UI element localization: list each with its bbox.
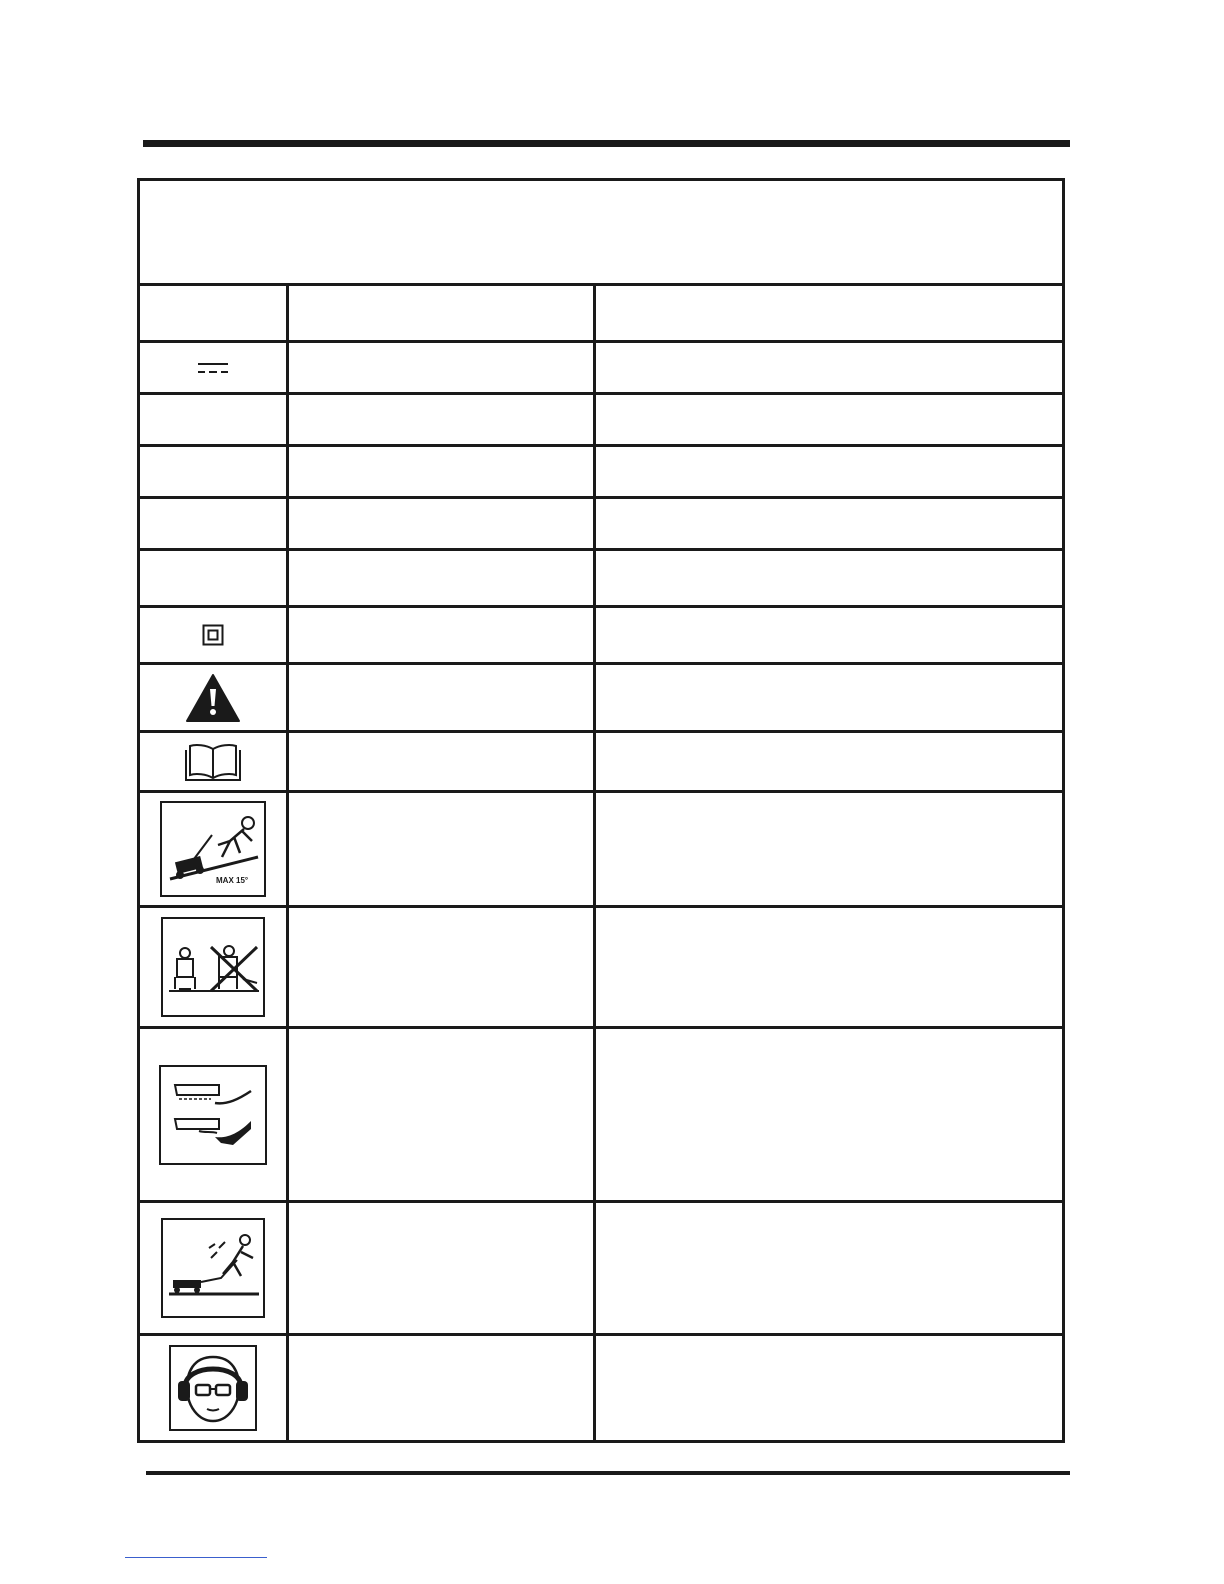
symbol-name	[289, 733, 596, 790]
wear-eye-ear-protection-icon	[169, 1345, 257, 1431]
symbol-explanation	[596, 395, 1062, 444]
symbol-explanation	[596, 343, 1062, 392]
table-row	[140, 1203, 1062, 1336]
symbol-name	[289, 551, 596, 605]
top-rule	[143, 140, 1070, 147]
hand-cutting-blade-icon	[159, 1065, 267, 1165]
bottom-rule	[146, 1471, 1070, 1475]
table-row	[140, 608, 1062, 665]
column-header-row	[140, 286, 1062, 343]
symbol-explanation	[596, 793, 1062, 905]
symbol-name	[289, 395, 596, 444]
table-row	[140, 733, 1062, 793]
symbol-cell	[140, 395, 289, 444]
symbol-explanation	[596, 665, 1062, 730]
symbol-explanation	[596, 1203, 1062, 1333]
column-header-name	[289, 286, 596, 340]
slope-rollover-warning-icon	[160, 801, 266, 897]
column-header-explanation	[596, 286, 1062, 340]
safety-alert-triangle-icon	[185, 673, 241, 723]
read-manual-book-icon	[184, 741, 242, 783]
footer-link-underline[interactable]	[125, 1557, 267, 1558]
thrown-objects-icon	[161, 1218, 265, 1318]
symbol-explanation	[596, 447, 1062, 496]
symbol-name	[289, 1203, 596, 1333]
table-row	[140, 1336, 1062, 1440]
table-heading	[140, 181, 1062, 286]
symbol-name	[289, 793, 596, 905]
symbol-explanation	[596, 1029, 1062, 1200]
direct-current-icon	[196, 361, 230, 375]
table-row	[140, 1029, 1062, 1203]
table-row	[140, 395, 1062, 447]
table-row	[140, 551, 1062, 608]
symbol-name	[289, 1029, 596, 1200]
symbol-explanation	[596, 908, 1062, 1026]
table-row	[140, 793, 1062, 908]
symbol-cell	[140, 551, 289, 605]
column-header-symbol	[140, 286, 289, 340]
symbol-name	[289, 499, 596, 548]
symbol-explanation	[596, 551, 1062, 605]
symbol-name	[289, 343, 596, 392]
symbol-explanation	[596, 733, 1062, 790]
symbol-explanation	[596, 1336, 1062, 1440]
no-passengers-icon	[161, 917, 265, 1017]
symbol-cell	[140, 447, 289, 496]
symbols-table	[137, 178, 1065, 1443]
table-row	[140, 447, 1062, 499]
double-insulated-icon	[202, 624, 224, 646]
table-row	[140, 665, 1062, 733]
symbol-name	[289, 447, 596, 496]
table-row	[140, 499, 1062, 551]
symbol-name	[289, 608, 596, 662]
symbol-name	[289, 1336, 596, 1440]
symbol-explanation	[596, 499, 1062, 548]
table-row	[140, 908, 1062, 1029]
symbol-name	[289, 665, 596, 730]
symbol-cell	[140, 499, 289, 548]
symbol-explanation	[596, 608, 1062, 662]
slope-max-label: MAX 15°	[216, 876, 249, 885]
table-row	[140, 343, 1062, 395]
symbol-name	[289, 908, 596, 1026]
